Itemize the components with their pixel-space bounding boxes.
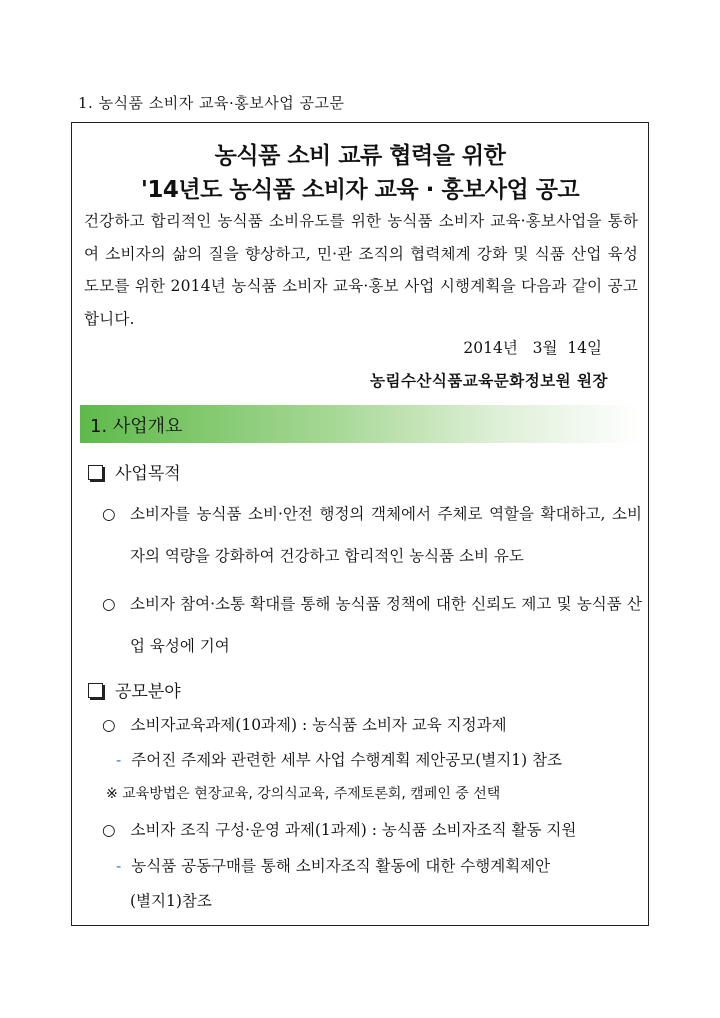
dash-bullet-icon: - xyxy=(116,751,122,769)
announcement-signer: 농림수산식품교육문화정보원 원장 xyxy=(370,371,608,390)
field-item-2-sub-cont: (별지1)참조 xyxy=(130,892,212,910)
section-header-bar xyxy=(80,405,642,443)
announcement-frame xyxy=(71,122,649,926)
document-heading: 1. 농식품 소비자 교육·홍보사업 공고문 xyxy=(78,94,345,112)
purpose-item-text: 소비자 참여·소통 확대를 통해 농식품 정책에 대한 신뢰도 제고 및 농식품 산업 육성에 기여 xyxy=(130,595,642,655)
field-item-1-sub xyxy=(116,748,562,770)
announcement-title-line1: 농식품 소비 교류 협력을 위한 xyxy=(214,143,506,169)
circle-bullet-icon: ○ xyxy=(102,505,116,523)
field-item-1-note: ※ 교육방법은 현장교육, 강의식교육, 주제토론회, 캠페인 중 선택 xyxy=(106,786,501,802)
purpose-item-1 xyxy=(102,493,642,577)
field-item-text: 소비자교육과제(10과제) : 농식품 소비자 교육 지정과제 xyxy=(130,716,507,734)
section-title: 1. 사업개요 xyxy=(90,416,183,437)
circle-bullet-icon: ○ xyxy=(102,716,116,734)
field-item-2 xyxy=(102,818,576,840)
field-item-text: 소비자 조직 구성·운영 과제(1과제) : 농식품 소비자조직 활동 지원 xyxy=(130,821,577,839)
checkbox-icon xyxy=(88,683,103,698)
circle-bullet-icon: ○ xyxy=(102,821,116,839)
field-item-1 xyxy=(102,713,507,735)
circle-bullet-icon: ○ xyxy=(102,595,116,613)
purpose-item-text: 소비자를 농식품 소비·안전 행정의 객체에서 주체로 역할을 확대하고, 소비자의 역량을 강화하여 건강하고 합리적인 농식품 소비 유도 xyxy=(130,505,642,565)
subsection-heading: 사업목적 xyxy=(115,464,181,484)
purpose-item-2 xyxy=(102,583,642,667)
announcement-title-line2: '14년도 농식품 소비자 교육 · 홍보사업 공고 xyxy=(140,177,580,203)
checkbox-icon xyxy=(88,465,103,480)
intro-paragraph: 건강하고 합리적인 농식품 소비유도를 위한 농식품 소비자 교육·홍보사업을 통하여 소비자의 삶의 질을 향상하고, 민·관 조직의 협력체계 강화 및 식품 산업 육성 도모를 위한 2014년 농식품 소비자 교육·홍보 사업 시행계획을 다음과 같이 공고합니다. xyxy=(84,212,638,328)
subsection-fields xyxy=(88,677,181,702)
subsection-heading: 공모분야 xyxy=(115,682,181,702)
dash-bullet-icon: - xyxy=(116,857,122,875)
field-item-sub-text: 농식품 공동구매를 통해 소비자조직 활동에 대한 수행계획제안 xyxy=(131,857,551,875)
subsection-purpose xyxy=(88,459,181,484)
field-item-sub-text: 주어진 주제와 관련한 세부 사업 수행계획 제안공모(별지1) 참조 xyxy=(131,751,563,769)
field-item-2-sub xyxy=(116,854,550,876)
announcement-date: 2014년 3월 14일 xyxy=(463,339,602,357)
